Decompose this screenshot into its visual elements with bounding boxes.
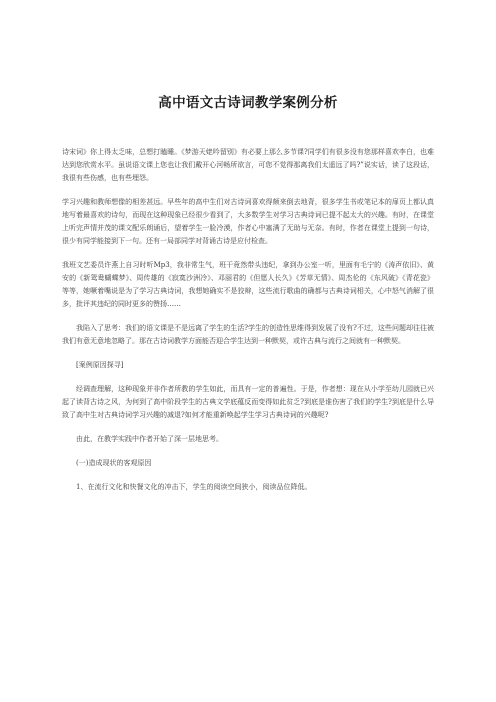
paragraph-3: 我班文艺委员许燕上自习时听Mp3，我非常生气，班干竟然带头违纪，拿到办公室一听，里面有毛宁的《涛声依旧》、黄安的《新鸳鸯蝴蝶梦》、周传雄的《寂寞沙洲冷》、邓丽君的《但愿人长久》《芳草无情》、周杰伦的《东风破》《青花瓷》等等，她噘着嘴说是为了学习古典诗词，我想她确实不是狡辩，这些流行歌曲的确都与古典诗词相关，心中怒气消解了很多，批评其违纪的同时更多的赞扬…… xyxy=(62,261,434,308)
list-item-1: 1、在流行文化和快餐文化的冲击下，学生的阅读空间狭小，阅读品位降低。 xyxy=(76,483,312,491)
paragraph-2: 学习兴趣和教师想像的相差甚远。早些年的高中生们对古诗词喜欢得颇来倒去地背，很多学生书或笔记本的扉页上都认真地写着最喜欢的诗句，而现在这种现象已经很少看到了，大多数学生对学习古典诗词已提不起太大的兴趣。有时，在课堂上听完声情并茂的课文配乐朗诵后，望着学生一脸冷漠，作者心中塞满了无助与无奈。有时，作者在课堂上提到一句诗，很少有同学能接到下一句。还有一局部同学对背诵古诗是应付检查。 xyxy=(62,198,434,245)
document-body xyxy=(62,146,434,505)
paragraph-7: 由此，在教学实践中作者开始了深一层地思考。 xyxy=(76,435,223,443)
document-title: 高中语文古诗词教学案例分析 xyxy=(158,95,338,111)
subheading-objective-causes: (一)造成现状的客观原因 xyxy=(76,459,152,467)
paragraph-4: 我陷入了思考：我们的语文课是不是远离了学生的生活?学生的创造性思维得到发展了没有?不过，这些问题却往往被我们有意无意地忽略了。那在古诗词教学方面能否迎合学生达到一种默契，或许古典与流行之间就有一种默契。 xyxy=(62,324,434,345)
paragraph-1: 诗宋词》你上得太乏味，总想打瞌睡。《梦游天姥吟留别》有必要上那么多节课?同学们有很多没有您那样喜欢李白，也难达到您欣赏水平。虽说语文课上您也让我们戴开心河畅所欲言，可您不觉得那离我们太遥远了吗?”说实话，读了这段话，我很有些伤感，也有些埋怨。 xyxy=(62,148,434,182)
paragraph-6: 经调查理解，这种现象并非作者所教的学生如此，而具有一定的普遍性。于是，作者想：现在从小学至幼儿园就已兴起了读背古诗之风，为何到了高中阶段学生的古典文学底蕴反而变得如此贫乏?到底是谁伤害了我们的学生?到底是什么导致了高中生对古典诗词学习兴趣的减退?如何才能重新唤起学生学习古典诗词的兴趣呢? xyxy=(62,385,434,419)
section-heading-case-cause: [案例原因探寻] xyxy=(76,361,124,369)
